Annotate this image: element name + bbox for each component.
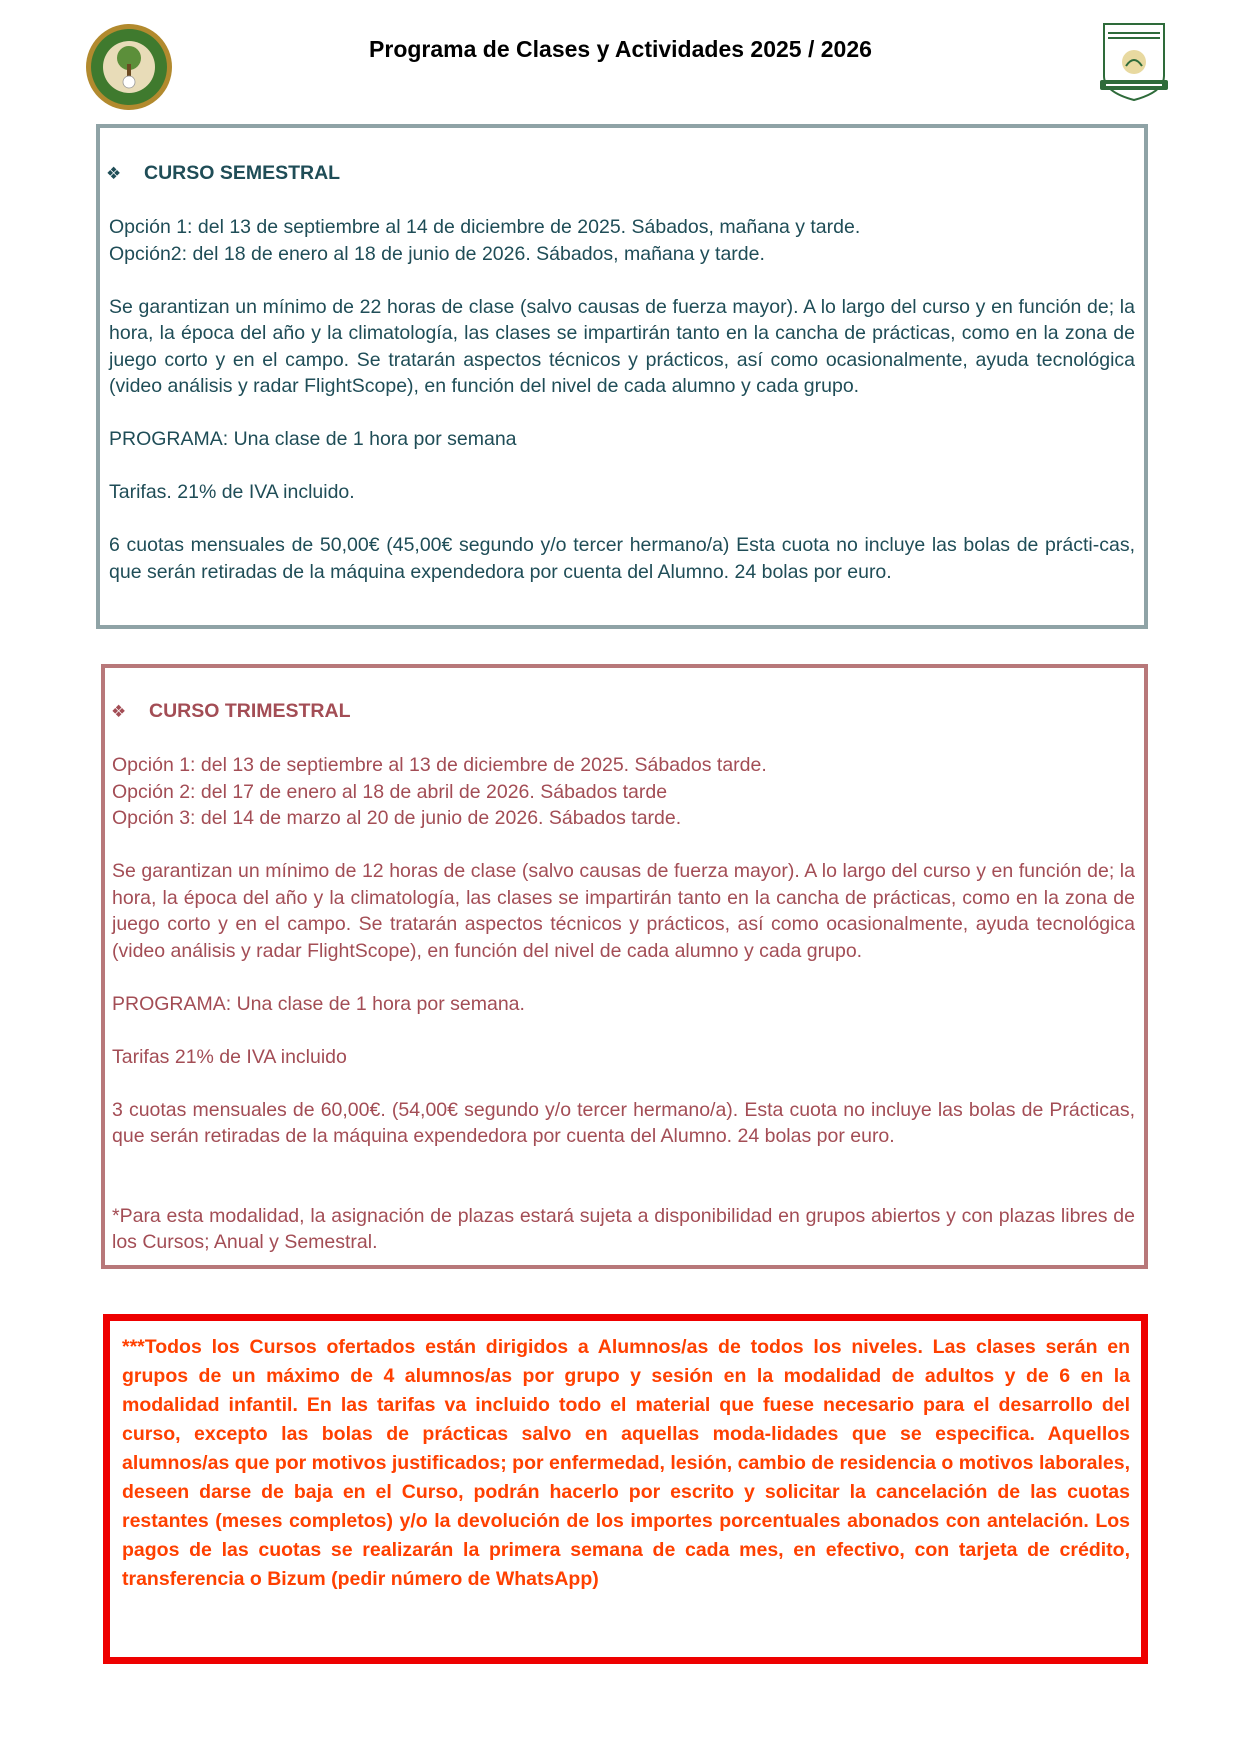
guarantee-paragraph: Se garantizan un mínimo de 22 horas de clase (salvo causas de fuerza mayor). A lo largo del curso y en función de; la hora, la época del año y la climatología, las clases se impartirán tanto en la cancha de prácticas, como en la zona de juego corto y en el campo. Se tratarán aspectos técnicos y prácticos, así como ocasionalmente, ayuda tecnológica (video análisis y radar FlightScope), en función del nivel de cada alumno y cada grupo. — [109, 295, 1135, 397]
option-3: Opción 3: del 14 de marzo al 20 de junio de 2026. Sábados tarde. — [112, 807, 682, 829]
rates-line: Tarifas. 21% de IVA incluido. — [109, 481, 355, 503]
availability-note: *Para esta modalidad, la asignación de plazas estará sujeta a disponibilidad en grupos abiertos y con plazas libres de los Cursos; Anual y Semestral. — [112, 1204, 1135, 1253]
page-title: Programa de Clases y Actividades 2025 / 2026 — [369, 36, 872, 62]
fees-paragraph: 3 cuotas mensuales de 60,00€. (54,00€ segundo y/o tercer hermano/a). Esta cuota no incluye las bolas de Prácticas, que serán retiradas de la máquina expendedora por cuenta del Alumno. 24 bolas por euro. — [112, 1098, 1135, 1147]
guarantee-paragraph: Se garantizan un mínimo de 12 horas de clase (salvo causas de fuerza mayor). A lo largo del curso y en función de; la hora, la época del año y la climatología, las clases se impartirán tanto en la cancha de prácticas, como en la zona de juego corto y en el campo. Se tratarán aspectos técnicos y prácticos, así como ocasionalmente, ayuda tecnológica (video análisis y radar FlightScope), en función del nivel de cada alumno y cada grupo. — [112, 860, 1135, 962]
option-2: Opción 2: del 17 de enero al 18 de abril de 2026. Sábados tarde — [112, 780, 668, 803]
option-2: Opción2: del 18 de enero al 18 de junio de 2026. Sábados, mañana y tarde. — [109, 242, 765, 265]
program-line: PROGRAMA: Una clase de 1 hora por semana — [109, 428, 517, 450]
academia-lugo-golf-logo — [1098, 20, 1170, 104]
curso-trimestral-heading — [111, 700, 351, 723]
curso-semestral-box — [96, 124, 1148, 629]
curso-semestral-body — [109, 214, 1135, 585]
general-conditions-text: ***Todos los Cursos ofertados están dirigidos a Alumnos/as de todos los niveles. Las clases serán en grupos de un máximo de 4 alumnos/as por grupo y sesión en la modalidad de adultos y de 6 en la modalidad infantil. En las tarifas va incluido todo el material que fuese necesario para el desarrollo del curso, excepto las bolas de prácticas salvo en aquellas moda-lidades que se especifica. Aquellos alumnos/as que por motivos justificados; por enfermedad, lesión, cambio de residencia o motivos laborales, deseen darse de baja en el Curso, podrán hacerlo por escrito y solicitar la cancelación de las cuotas restantes (meses completos) y/o la devolución de los importes porcentuales abonados con antelación. Los pagos de las cuotas se realizarán la primera semana de cada mes, en efectivo, con tarjeta de crédito, transferencia o Bizum (pedir número de WhatsApp) — [122, 1336, 1130, 1590]
fees-paragraph: 6 cuotas mensuales de 50,00€ (45,00€ segundo y/o tercer hermano/a) Esta cuota no incluye las bolas de prácti-cas, que serán retiradas de la máquina expendedora por cuenta del Alumno. 24 bolas por euro. — [109, 534, 1135, 583]
program-line: PROGRAMA: Una clase de 1 hora por semana. — [112, 992, 525, 1015]
section-heading-text: CURSO SEMESTRAL — [144, 162, 341, 184]
diamond-bullet-icon: ❖ — [106, 163, 122, 183]
diamond-bullet-icon: ❖ — [111, 701, 127, 721]
option-1: Opción 1: del 13 de septiembre al 13 de diciembre de 2025. Sábados tarde. — [112, 754, 767, 776]
option-1: Opción 1: del 13 de septiembre al 14 de diciembre de 2025. Sábados, mañana y tarde. — [109, 216, 861, 238]
section-heading-text: CURSO TRIMESTRAL — [149, 700, 351, 722]
curso-semestral-heading — [106, 162, 340, 185]
general-conditions-box — [103, 1314, 1148, 1664]
rates-line: Tarifas 21% de IVA incluido — [112, 1045, 347, 1068]
curso-trimestral-box — [101, 664, 1148, 1269]
page-header — [0, 0, 1241, 130]
curso-trimestral-body — [112, 752, 1135, 1256]
